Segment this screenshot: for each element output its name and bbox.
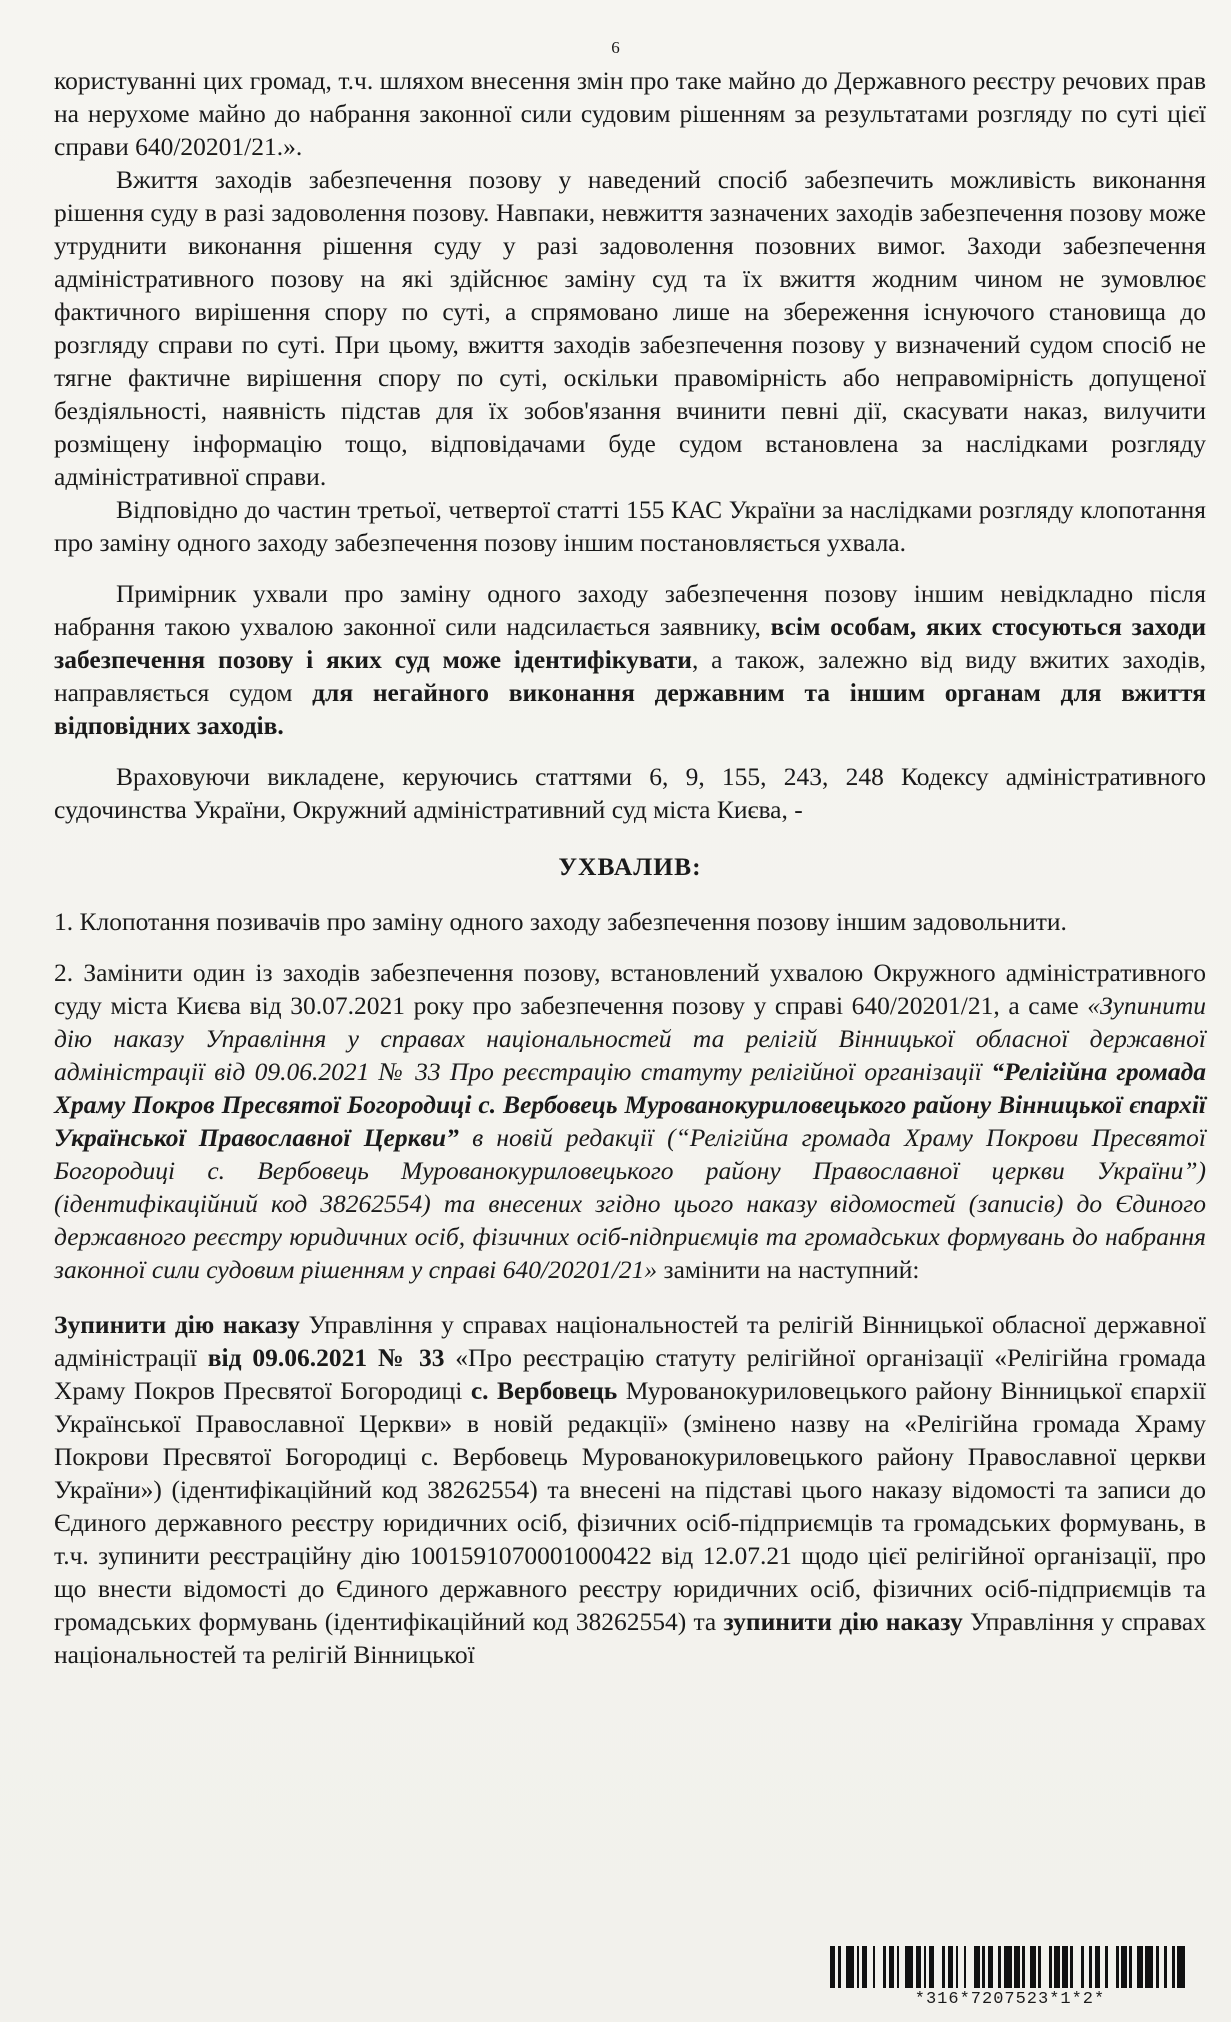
text-segment: 2. Замінити один із заходів забезпечення позову, встановлений ухвалою Окружного адміністративного суду міста Києва від 30.07.2021 року про забезпечення позову у справі 640/20201/21, а саме: [54, 958, 1206, 1020]
barcode-bars: [830, 1946, 1190, 1988]
barcode-bar: [905, 1946, 913, 1988]
bold-segment: Зупинити дію наказу: [54, 1310, 300, 1339]
barcode-bar: [846, 1946, 854, 1988]
barcode-bar: [875, 1946, 883, 1988]
text-segment: «Про реєстрацію статуту релігійної організації «Релігійна громада Храму Покров Пресвятої Богородиці: [54, 1343, 1206, 1405]
text-segment: Управління у справах національностей та релігій Вінницької обласної державної адміністрації: [54, 1310, 1206, 1372]
ruling-heading: УХВАЛИВ:: [558, 852, 702, 881]
ruling-item-1: 1. Клопотання позивачів про заміну одного заходу забезпечення позову іншим задовольнити.: [54, 907, 1067, 936]
bold-segment: від 09.06.2021 № 33: [207, 1343, 445, 1372]
barcode-bar: [966, 1946, 974, 1988]
barcode-text: *316*7207523*1*2*: [914, 1990, 1106, 2009]
barcode: [830, 1946, 1190, 2016]
bold-segment: с. Вербовець: [470, 1376, 618, 1405]
paragraph-replacement-measure: [54, 1308, 1206, 1671]
barcode-bar: [1145, 1946, 1153, 1988]
barcode-bar: [1177, 1946, 1185, 1988]
paragraph-legal-basis: Відповідно до частин третьої, четвертої статті 155 КАС України за наслідками розгляду клопотання про заміну одного заходу забезпечення позову іншим постановляється ухвала.: [54, 495, 1206, 557]
paragraph-measures-justification: Вжиття заходів забезпечення позову у наведений спосіб забезпечить можливість виконання рішення суду в разі задоволення позову. Навпаки, невжиття зазначених заходів забезпечення позову може утруднити виконання рішення суду у разі задоволення позовних вимог. Заходи забезпечення адміністративного позову на які здійснює заміну суд та їх вжиття жодним чином не зумовлює фактичного вирішення спору по суті, а спрямовано лише на збереження існуючого становища до розгляду справи по суті. При цьому, вжиття заходів забезпечення позову у визначений судом спосіб не тягне фактичне вирішення спору по суті, оскільки правомірність або неправомірність допущеної бездіяльності, наявність підстав для їх зобов'язання вчинити певні дії, скасувати наказ, вилучити розміщену інформацію тощо, відповідачами буде судом встановлена за наслідками розгляду адміністративної справи.: [54, 165, 1206, 491]
text-segment: Управління у справах національностей та релігій Вінницької: [54, 1607, 1206, 1669]
paragraph-ruling-copy: [54, 577, 1206, 742]
text-segment: Примірник ухвали про заміну одного заходу забезпечення позову іншим невідкладно після набрання такою ухвалою законної сили надсилається заявнику,: [54, 579, 1206, 641]
barcode-bar: [1073, 1946, 1081, 1988]
barcode-bar: [934, 1946, 942, 1988]
bold-segment: для негайного виконання державним та іншим органам для вжиття відповідних заходів.: [54, 678, 1206, 740]
barcode-bar: [1041, 1946, 1049, 1988]
text-segment: Мурованокуриловецького району Вінницької єпархії Української Православної Церкви» в новій редакції» (змінено назву на «Релігійна громада Храму Покрови Пресвятої Богородиці с. Вербовець Мурованокуриловецького району Православної церкви України») (ідентифікаційний код 38262554) та внесені на підставі цього наказу відомості та записи до Єдиного державного реєстру юридичних осіб, фізичних осіб-підприємців та громадських формувань, в т.ч. зупинити реєстраційну дію 1001591070001000422 від 12.07.21 щодо цієї релігійної організації, про що внести відомості до Єдиного державного реєстру юридичних осіб, фізичних осіб-підприємців та громадських формувань (ідентифікаційний код 38262554) та: [54, 1376, 1207, 1636]
italic-segment: «Зупинити дію наказу Управління у справах національностей та релігій Вінницької обласної державної адміністрації від 09.06.2021 № 33 Про реєстрацію статуту релігійної організації: [54, 991, 1206, 1086]
ruling-item-2: [54, 956, 1206, 1286]
text-segment: , а також, залежно від виду вжитих заходів, направляється судом: [54, 645, 1206, 707]
barcode-bar: [1004, 1946, 1012, 1988]
bold-italic-segment: “Релігійна громада Храму Покров Пресвятої Богородиці с. Вербовець Мурованокуриловецького району Вінницької єпархії Української Православної Церкви”: [54, 1057, 1206, 1152]
barcode-bar: [1108, 1946, 1116, 1988]
bold-segment: всім особам, яких стосуються заходи забезпечення позову і яких суд може ідентифікувати: [54, 612, 1207, 674]
paragraph-continuation: користуванні цих громад, т.ч. шляхом внесення змін про таке майно до Державного реєстру речових прав на нерухоме майно до набрання законної сили судовим рішенням за результатами розгляду по суті цієї справи 640/20201/21.».: [54, 66, 1206, 161]
paragraph-considering: Враховуючи викладене, керуючись статтями 6, 9, 155, 243, 248 Кодексу адміністративного судочинства України, Окружний адміністративний суд міста Києва, -: [54, 762, 1206, 824]
bold-segment: зупинити дію наказу: [723, 1607, 963, 1636]
text-segment: замінити на наступний:: [657, 1255, 920, 1284]
italic-segment: в новій редакції (“Релігійна громада Храму Покрови Пресвятої Богородиці с. Вербовець Мурованокуриловецького району Православної церкви України”) (ідентифікаційний код 38262554) та внесених згідно цього наказу відомостей (записів) до Єдиного державного реєстру юридичних осіб, фізичних осіб-підприємців та громадських формувань до набрання законної сили судовим рішенням у справі 640/20201/21»: [54, 1123, 1206, 1284]
document-body: [54, 64, 1206, 1671]
page-number: 6: [611, 38, 620, 57]
